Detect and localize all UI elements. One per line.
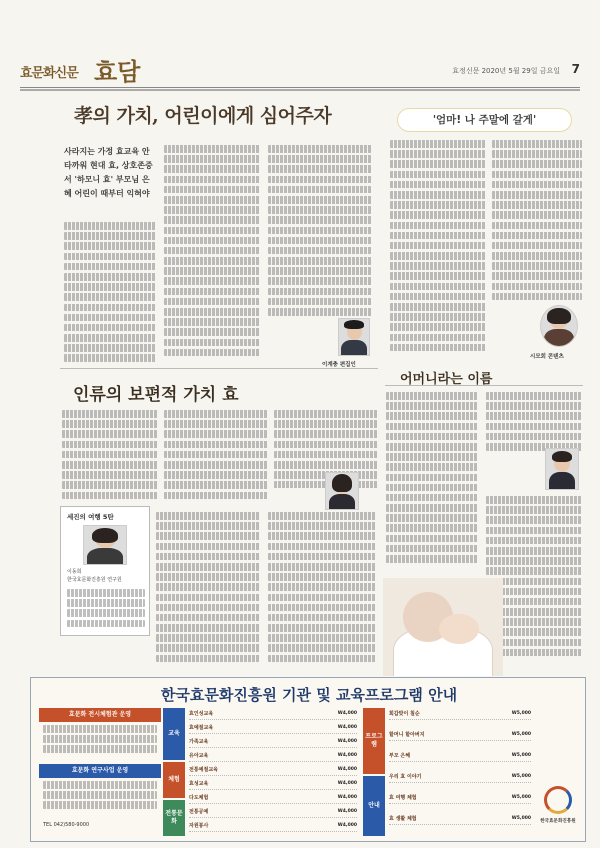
ad-row-name: 우리 효 이야기 bbox=[389, 774, 422, 780]
ad-row bbox=[389, 750, 531, 762]
right-body-col-1 bbox=[386, 392, 478, 572]
ad-row-price: W4,000 bbox=[337, 767, 357, 772]
ad-row bbox=[189, 736, 357, 748]
ad-row bbox=[189, 764, 357, 776]
side-column-title: '엄마! 나 주말에 갈게' bbox=[397, 108, 572, 132]
main-lede: 사라지는 가정 효교육 안타까워 현대 효, 상호존중서 '하모니 효' 부모님 은혜 어린이 때부터 익혀야 bbox=[64, 147, 153, 198]
main-headline: 孝의 가치, 어린이에게 심어주자 bbox=[74, 105, 332, 127]
ad-row-price: W4,000 bbox=[337, 823, 357, 828]
institute-logo-icon bbox=[544, 786, 572, 814]
ad-research-heading: 효문화 연구사업 운영 bbox=[39, 764, 161, 778]
institute-ad bbox=[30, 677, 586, 842]
masthead-logo: 효담 bbox=[94, 57, 141, 86]
ad-row-name: 전통예절교육 bbox=[189, 767, 218, 773]
ad-exhibit-body bbox=[39, 722, 161, 764]
ad-tab-guide: 안내 bbox=[363, 776, 385, 836]
ad-row-price: W4,000 bbox=[337, 809, 357, 814]
series-body bbox=[67, 589, 145, 633]
ad-left-panel bbox=[39, 708, 161, 836]
ad-row bbox=[189, 778, 357, 790]
series-box bbox=[60, 506, 150, 636]
issue-date: 효정신문 2020년 5월 29일 금요일 bbox=[452, 67, 560, 75]
sub-headline-right: 어머니라는 이름 bbox=[400, 372, 493, 387]
side-body-col-1 bbox=[390, 140, 486, 355]
ad-row-name: 유아교육 bbox=[189, 753, 209, 759]
ad-title: 한국효문화진흥원 기관 및 교육프로그램 안내 bbox=[160, 686, 458, 704]
sub-headline-left: 인류의 보편적 가치 효 bbox=[73, 385, 239, 405]
series-body-col-3 bbox=[268, 512, 376, 672]
ad-row-price: W4,000 bbox=[337, 711, 357, 716]
ad-tab-education: 교육 bbox=[163, 708, 185, 760]
ad-row-price: W4,000 bbox=[337, 795, 357, 800]
institute-logo-caption: 한국효문화진흥원 bbox=[540, 819, 576, 824]
author-photo bbox=[338, 318, 370, 356]
ad-row-name: 가족교육 bbox=[189, 739, 209, 745]
mother-child-photo bbox=[383, 578, 503, 676]
ad-tab-program: 프로그램 bbox=[363, 708, 385, 774]
ad-row bbox=[189, 750, 357, 762]
side-byline: 시모회 콘텐츠 bbox=[530, 354, 564, 360]
ad-row-price: W5,000 bbox=[511, 753, 531, 758]
ad-program-table bbox=[163, 708, 359, 836]
institute-logo bbox=[535, 786, 581, 832]
ad-row-name: 효성교육 bbox=[189, 781, 209, 787]
ad-row-name: 자원봉사 bbox=[189, 823, 209, 829]
masthead-rule bbox=[20, 87, 580, 88]
ad-row-name: 할머니 할아버지 bbox=[389, 732, 425, 738]
ad-row-price: W4,000 bbox=[337, 753, 357, 758]
ad-row-price: W4,000 bbox=[337, 781, 357, 786]
series-title: 세진의 여행 5탄 bbox=[67, 513, 114, 521]
ad-row-name: 효 여행 체험 bbox=[389, 795, 417, 801]
side-author-photo bbox=[540, 305, 578, 347]
ad-row bbox=[389, 792, 531, 804]
ad-row-name: 전통공예 bbox=[189, 809, 209, 815]
masthead-logo-small: 효문화신문 bbox=[20, 66, 78, 81]
ad-row-price: W5,000 bbox=[511, 795, 531, 800]
ad-row-name: 다도체험 bbox=[189, 795, 209, 801]
masthead bbox=[20, 52, 580, 88]
ad-tab-tradition: 전통문화 bbox=[163, 800, 185, 836]
ad-row-price: W5,000 bbox=[511, 816, 531, 821]
main-body-col-1 bbox=[64, 222, 156, 362]
ad-row-name: 효인성교육 bbox=[189, 711, 214, 717]
left-body-col-2 bbox=[164, 410, 268, 500]
ad-row bbox=[389, 771, 531, 783]
ad-row-price: W4,000 bbox=[337, 725, 357, 730]
ad-row-price: W5,000 bbox=[511, 774, 531, 779]
ad-row bbox=[389, 708, 531, 720]
side-body-col-2 bbox=[492, 140, 582, 305]
left-body-col-1 bbox=[62, 410, 158, 500]
ad-row-name: 부모 은혜 bbox=[389, 753, 411, 759]
ad-row-price: W4,000 bbox=[337, 739, 357, 744]
right-author-photo bbox=[545, 448, 579, 490]
ad-row bbox=[189, 792, 357, 804]
ad-row bbox=[389, 729, 531, 741]
ad-row bbox=[189, 820, 357, 832]
page-number: 7 bbox=[571, 62, 580, 76]
ad-row bbox=[189, 708, 357, 720]
ad-row-price: W5,000 bbox=[511, 711, 531, 716]
ad-contact: TEL 042)580-9000 bbox=[43, 822, 90, 828]
ad-row bbox=[189, 806, 357, 818]
series-body-col-2 bbox=[156, 512, 260, 672]
masthead-rule-double bbox=[20, 89, 580, 91]
section-rule bbox=[60, 368, 378, 369]
series-author-role: 한국효문화진흥원 연구원 bbox=[67, 577, 122, 583]
ad-row-name: 효예절교육 bbox=[189, 725, 214, 731]
ad-row-price: W5,000 bbox=[511, 732, 531, 737]
series-author-name: 이동희 bbox=[67, 569, 82, 575]
main-byline: 이계충 편집인 bbox=[322, 362, 356, 368]
main-body-col-3 bbox=[268, 145, 372, 325]
ad-tab-experience: 체험 bbox=[163, 762, 185, 798]
ad-row bbox=[189, 722, 357, 734]
ad-row bbox=[389, 813, 531, 825]
right-body-col-2 bbox=[486, 392, 582, 452]
ad-row-name: 효 생활 체험 bbox=[389, 816, 417, 822]
ad-research-body bbox=[39, 778, 161, 820]
left-author-photo bbox=[325, 472, 359, 510]
ad-program-list bbox=[363, 708, 533, 836]
series-author-photo bbox=[83, 525, 127, 565]
ad-row-name: 회갑맞이 칠순 bbox=[389, 711, 420, 717]
ad-exhibit-heading: 효문화 전시체험관 운영 bbox=[39, 708, 161, 722]
main-body-col-2 bbox=[164, 145, 260, 360]
